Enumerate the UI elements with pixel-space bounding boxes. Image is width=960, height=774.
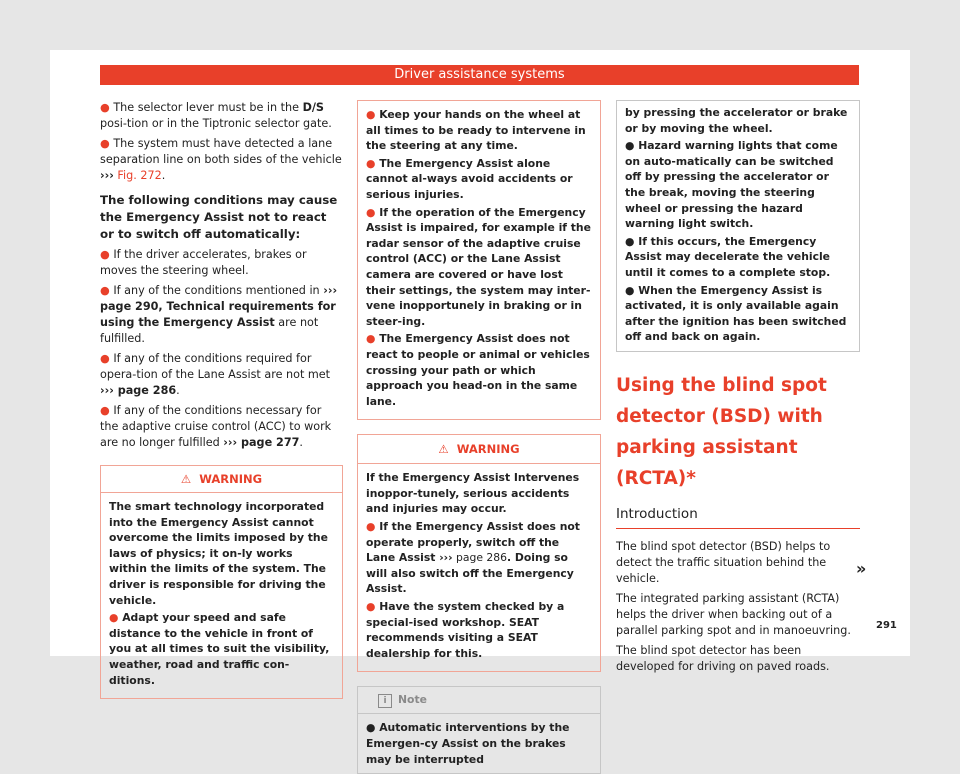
section-title: Using the blind spot detector (BSD) with parking assistant (RCTA)* <box>616 374 827 489</box>
column-3 <box>616 100 860 675</box>
paragraph: The integrated parking assistant (RCTA) helps the driver when backing out of a parallel parking spot and in manoeuvring. <box>616 591 851 637</box>
warning-title: WARNING <box>199 472 263 486</box>
note-text <box>625 283 851 345</box>
note-header <box>358 687 600 714</box>
text: Keep your hands on the wheel at all times to be ready to intervene in the steering at any time. <box>366 108 586 153</box>
text: . <box>161 169 166 182</box>
page-reference[interactable]: page 286 <box>452 551 508 565</box>
warning-triangle-icon: ⚠ <box>180 472 192 486</box>
warning-text: If the Emergency Assist Intervenes inoppor-tunely, serious accidents and injuries may occur. <box>366 471 580 516</box>
bullet-icon: ● <box>100 101 110 114</box>
warning-text: The smart technology incorporated into the Emergency Assist cannot overcome the limits imposed by the laws of physics; it on-ly works within the limits of the system. The driver is responsible for driving the vehicle. <box>109 500 328 607</box>
text: If the driver accelerates, brakes or moves the steering wheel. <box>100 248 307 277</box>
warning-continuation-box <box>357 100 601 420</box>
text: If this occurs, the Emergency Assist may decelerate the vehicle until it comes to a complete stop. <box>625 234 831 279</box>
note-box <box>357 686 601 774</box>
text: posi-tion or in the Tiptronic selector gate. <box>100 117 332 130</box>
text: are not fulfilled. <box>100 316 319 345</box>
bullet-icon: ● <box>366 332 376 346</box>
paragraph: The blind spot detector (BSD) helps to detect the traffic situation behind the vehicle. <box>616 539 831 585</box>
column-1 <box>100 100 343 699</box>
note-text: by pressing the accelerator or brake or by moving the wheel. <box>625 106 848 135</box>
page-reference[interactable]: page 286 <box>113 384 177 397</box>
warning-triangle-icon: ⚠ <box>438 442 449 457</box>
bullet-icon: ● <box>100 284 110 297</box>
page-number: 291 <box>876 620 897 631</box>
bullet-icon: ● <box>100 248 110 261</box>
paragraph <box>100 351 343 399</box>
text: Automatic interventions by the Emergen-cy Assist on the brakes may be interrupted <box>366 721 570 766</box>
reference-arrow: ››› <box>323 284 338 297</box>
paragraph <box>100 283 343 347</box>
warning-text <box>366 331 592 409</box>
warning-text <box>109 610 334 688</box>
text: If any of the conditions required for opera-tion of the Lane Assist are not met <box>100 352 331 381</box>
page-reference[interactable]: page 290, Technical requirements for using the Emergency Assist <box>100 300 336 329</box>
warning-body <box>366 107 592 409</box>
text: Have the system checked by a special-ised workshop. SEAT recommends visiting a SEAT dealership for this. <box>366 600 565 660</box>
bullet-icon: ● <box>100 352 110 365</box>
subheading: The following conditions may cause the Emergency Assist not to react or to switch off automatically: <box>100 193 338 241</box>
bullet-icon: ● <box>366 600 376 614</box>
warning-box <box>357 434 601 672</box>
text: If the operation of the Emergency Assist is impaired, for example if the radar sensor of the adaptive cruise control (ACC) or the Lane Assist camera are covered or have lost their settings, the system may inter-vene inopportunely in braking or in steer-ing. <box>366 205 591 328</box>
selector-position: D/S <box>302 101 324 114</box>
bullet-icon: ● <box>366 108 376 121</box>
warning-header <box>358 435 600 464</box>
reference-arrow: ››› <box>223 436 238 449</box>
warning-title: WARNING <box>456 442 520 457</box>
bullet-icon: ● <box>625 234 635 248</box>
bullet-icon: ● <box>625 283 635 297</box>
warning-text <box>366 107 592 154</box>
page-reference[interactable]: page 277 <box>237 436 300 449</box>
text: If any of the conditions mentioned in <box>113 284 324 297</box>
text: If the Emergency Assist does not operate properly, switch off the Lane Assist <box>366 520 580 565</box>
warning-text <box>366 519 592 597</box>
bullet-icon: ● <box>625 139 635 153</box>
paragraph <box>100 100 343 132</box>
text: If any of the conditions necessary for the adaptive cruise control (ACC) to work are no longer fulfilled <box>100 404 332 449</box>
note-text <box>625 138 851 232</box>
text: The Emergency Assist does not react to people or animal or vehicles crossing your path or which approach you head-on in the same lane. <box>366 332 590 408</box>
warning-box <box>100 465 343 699</box>
subsection-title: Introduction <box>616 504 860 529</box>
text: . <box>176 384 180 397</box>
text: . <box>299 436 303 449</box>
note-text <box>366 720 592 767</box>
warning-body <box>109 499 334 688</box>
column-2 <box>357 100 601 774</box>
text: . Doing so will also switch off the Emergency Assist. <box>366 551 574 596</box>
info-icon: i <box>378 694 392 708</box>
paragraph <box>100 136 343 184</box>
paragraph <box>100 247 343 279</box>
text: The system must have detected a lane separation line on both sides of the vehicle <box>100 137 342 166</box>
reference-arrow: ››› <box>100 384 114 397</box>
text: Adapt your speed and safe distance to the vehicle in front of you at all times to suit the visibility, weather, road and traffic con-ditions. <box>109 611 330 687</box>
warning-body <box>366 470 592 661</box>
text: The selector lever must be in the <box>113 101 303 114</box>
warning-header <box>101 466 342 493</box>
note-text <box>625 234 851 281</box>
bullet-icon: ● <box>366 205 376 219</box>
header-bar: Driver assistance systems <box>100 65 859 85</box>
bullet-icon: ● <box>366 520 376 534</box>
reference-arrow: ››› <box>439 551 453 565</box>
note-title: Note <box>398 693 427 707</box>
bullet-icon: ● <box>366 156 376 170</box>
continue-arrow-icon: » <box>856 559 867 578</box>
text: The Emergency Assist alone cannot al-ways avoid accidents or serious injuries. <box>366 156 573 201</box>
reference-arrow: ››› <box>100 169 114 182</box>
bullet-icon: ● <box>100 137 110 150</box>
bullet-icon: ● <box>109 611 119 625</box>
note-continuation-box <box>616 100 860 352</box>
paragraph: The blind spot detector has been developed for driving on paved roads. <box>616 643 830 673</box>
text: Hazard warning lights that come on auto-matically can be switched off by pressing the accelerator or the break, moving the steering wheel or pressing the hazard warning light switch. <box>625 139 838 231</box>
bullet-icon: ● <box>100 404 110 417</box>
figure-link[interactable]: Fig. 272 <box>117 169 162 182</box>
warning-text <box>366 599 592 661</box>
text: When the Emergency Assist is activated, it is only available again after the ignition has been switched off and back on again. <box>625 283 847 344</box>
warning-text <box>366 156 592 203</box>
bullet-icon: ● <box>366 721 376 735</box>
paragraph <box>100 403 343 451</box>
warning-text <box>366 205 592 330</box>
